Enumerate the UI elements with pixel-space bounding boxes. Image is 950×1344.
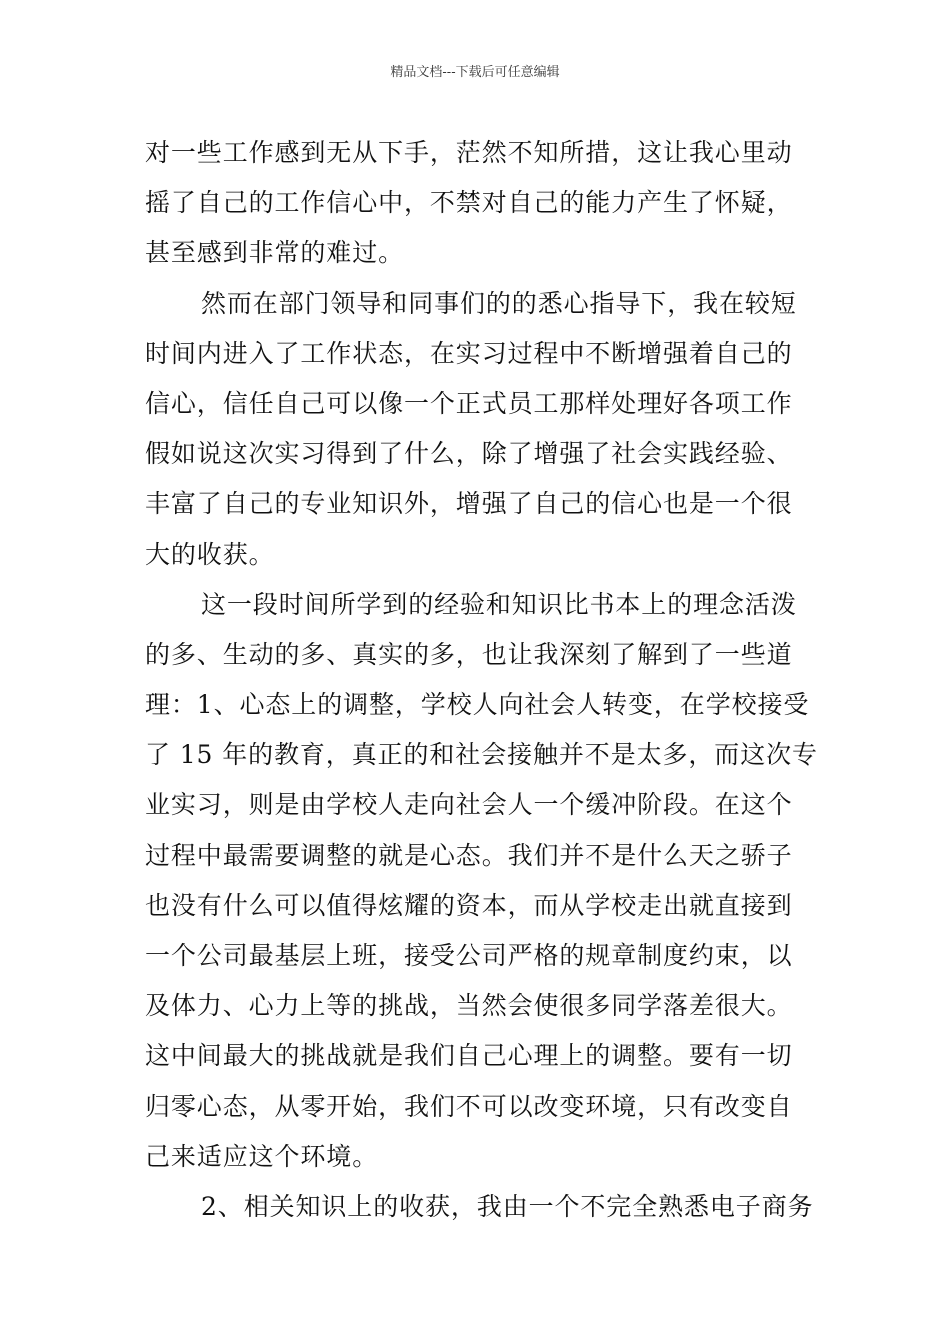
text-line: 理：1、心态上的调整，学校人向社会人转变，在学校接受 xyxy=(145,690,810,720)
text-line: 对一些工作感到无从下手，茫然不知所措，这让我心里动 xyxy=(145,138,793,167)
text-line: 己来适应这个环境。 xyxy=(145,1141,379,1171)
text-line: 假如说这次实习得到了什么，除了增强了社会实践经验、 xyxy=(145,439,793,469)
text-line: 然而在部门领导和同事们的的悉心指导下，我在较短 xyxy=(201,288,797,318)
page-header: 精品文档---下载后可任意编辑 xyxy=(390,65,560,80)
text-line: 时间内进入了工作状态，在实习过程中不断增强着自己的 xyxy=(145,338,793,368)
text-line: 了 15 年的教育，真正的和社会接触并不是太多，而这次专 xyxy=(145,740,818,770)
text-line: 大的收获。 xyxy=(145,539,275,569)
text-line: 的多、生动的多、真实的多，也让我深刻了解到了一些道 xyxy=(145,639,793,669)
document-body xyxy=(145,128,818,1232)
text-line: 2、相关知识上的收获，我由一个不完全熟悉电子商务 xyxy=(201,1191,814,1221)
text-line: 也没有什么可以值得炫耀的资本，而从学校走出就直接到 xyxy=(145,890,793,920)
text-line: 这中间最大的挑战就是我们自己心理上的调整。要有一切 xyxy=(145,1041,793,1071)
text-line: 摇了自己的工作信心中，不禁对自己的能力产生了怀疑， xyxy=(145,188,793,218)
text-line: 过程中最需要调整的就是心态。我们并不是什么天之骄子 xyxy=(145,840,793,870)
text-line: 业实习，则是由学校人走向社会人一个缓冲阶段。在这个 xyxy=(145,790,793,820)
text-line: 一个公司最基层上班，接受公司严格的规章制度约束，以 xyxy=(145,941,793,970)
text-line: 甚至感到非常的难过。 xyxy=(145,238,405,268)
text-line: 丰富了自己的专业知识外，增强了自己的信心也是一个很 xyxy=(145,489,793,519)
text-line: 这一段时间所学到的经验和知识比书本上的理念活泼 xyxy=(201,589,797,619)
text-line: 信心，信任自己可以像一个正式员工那样处理好各项工作 xyxy=(145,388,793,418)
text-line: 归零心态，从零开始，我们不可以改变环境，只有改变自 xyxy=(145,1091,793,1121)
text-line: 及体力、心力上等的挑战，当然会使很多同学落差很大。 xyxy=(145,991,793,1021)
